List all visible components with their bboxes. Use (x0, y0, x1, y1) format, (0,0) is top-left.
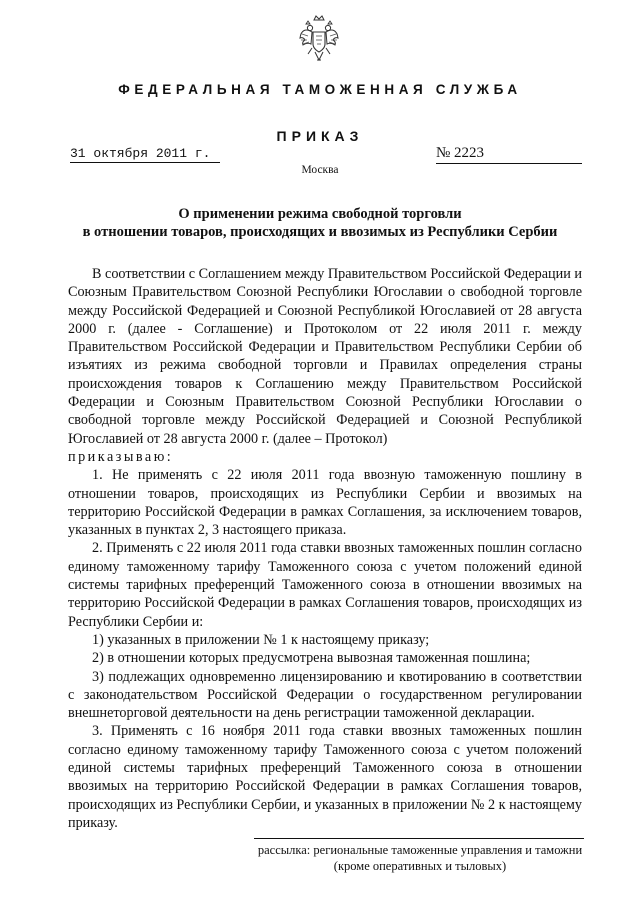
item-2-subitem-3: 3) подлежащих одновременно лицензированию и квотированию в соответствии с законодательством Российской Федерации о государственном регулировании внешнеторговой деятельности на день регистрации таможенной декларации. (68, 668, 582, 722)
item-2-subitem-1: 1) указанных в приложении № 1 к настоящему приказу; (92, 631, 430, 648)
item-2: 2. Применять с 22 июля 2011 года ставки ввозных таможенных пошлин согласно единому таможенному тарифу Таможенного союза с учетом положений единой системы тарифных преференций Таможенного союза в отношении ввозимых на территорию Российской Федерации в рамках Соглашения товаров, происходящих из Республики Сербии и: (68, 540, 582, 630)
item-3: 3. Применять с 16 ноября 2011 года ставки ввозных таможенных пошлин согласно единому таможенному тарифу Таможенного союза с учетом положений единой системы тарифных преференций Таможенного союза в отношении ввозимых на территорию Российской Федерации в рамках Соглашения товаров, происходящих из Республики Сербии, и указанных в приложении № 2 к настоящему приказу. (68, 723, 582, 831)
distribution-line-2: (кроме оперативных и тыловых) (333, 859, 507, 873)
item-1: 1. Не применять с 22 июля 2011 года ввозную таможенную пошлину в отношении товаров, происходящих из Республики Сербии и ввозимых на территорию Российской Федерации в рамках Соглашения, за исключением товаров, указанных в пунктах 2, 3 настоящего приказа. (68, 467, 582, 539)
city: Москва (301, 164, 339, 176)
coat-of-arms-emblem-icon (298, 14, 340, 64)
item-2-subitem-2: 2) в отношении которых предусмотрена вывозная таможенная пошлина; (92, 650, 531, 667)
order-number: № 2223 (436, 145, 582, 164)
order-word: приказываю: (68, 448, 174, 465)
intro-paragraph (68, 265, 582, 448)
distribution-note (250, 842, 590, 874)
order-date: 31 октября 2011 г. (70, 146, 220, 163)
document-type: ПРИКАЗ (276, 128, 364, 144)
document-body (68, 265, 582, 832)
distribution-divider (254, 838, 584, 839)
agency-name: ФЕДЕРАЛЬНАЯ ТАМОЖЕННАЯ СЛУЖБА (118, 82, 522, 97)
intro-text: В соответствии с Соглашением между Правительством Российской Федерации и Союзным Правительством Союзной Республики Югославии о свободной торговле между Российской Федерацией и Союзной Республикой Югославией от 28 августа 2000 г. (далее - Соглашение) и Протоколом от 22 июля 2011 г. между Правительством Российской Федерации и Правительством Республики Сербии об изъятиях из режима свободной торговли и Правилах определения страны происхождения товаров к Соглашению между Правительством Российской Федерации и Союзным Правительством Союзной Республики Югославии о свободной торговле между Российской Федерацией и Союзной Республикой Югославией от 28 августа 2000 г. (далее – Протокол) (68, 266, 582, 447)
title-line-2: в отношении товаров, происходящих и ввозимых из Республики Сербии (82, 224, 558, 240)
document-title (40, 205, 600, 241)
distribution-line-1: рассылка: региональные таможенные управления и таможни (257, 843, 583, 857)
title-line-1: О применении режима свободной торговли (178, 206, 462, 222)
order-word-paragraph (68, 448, 582, 466)
